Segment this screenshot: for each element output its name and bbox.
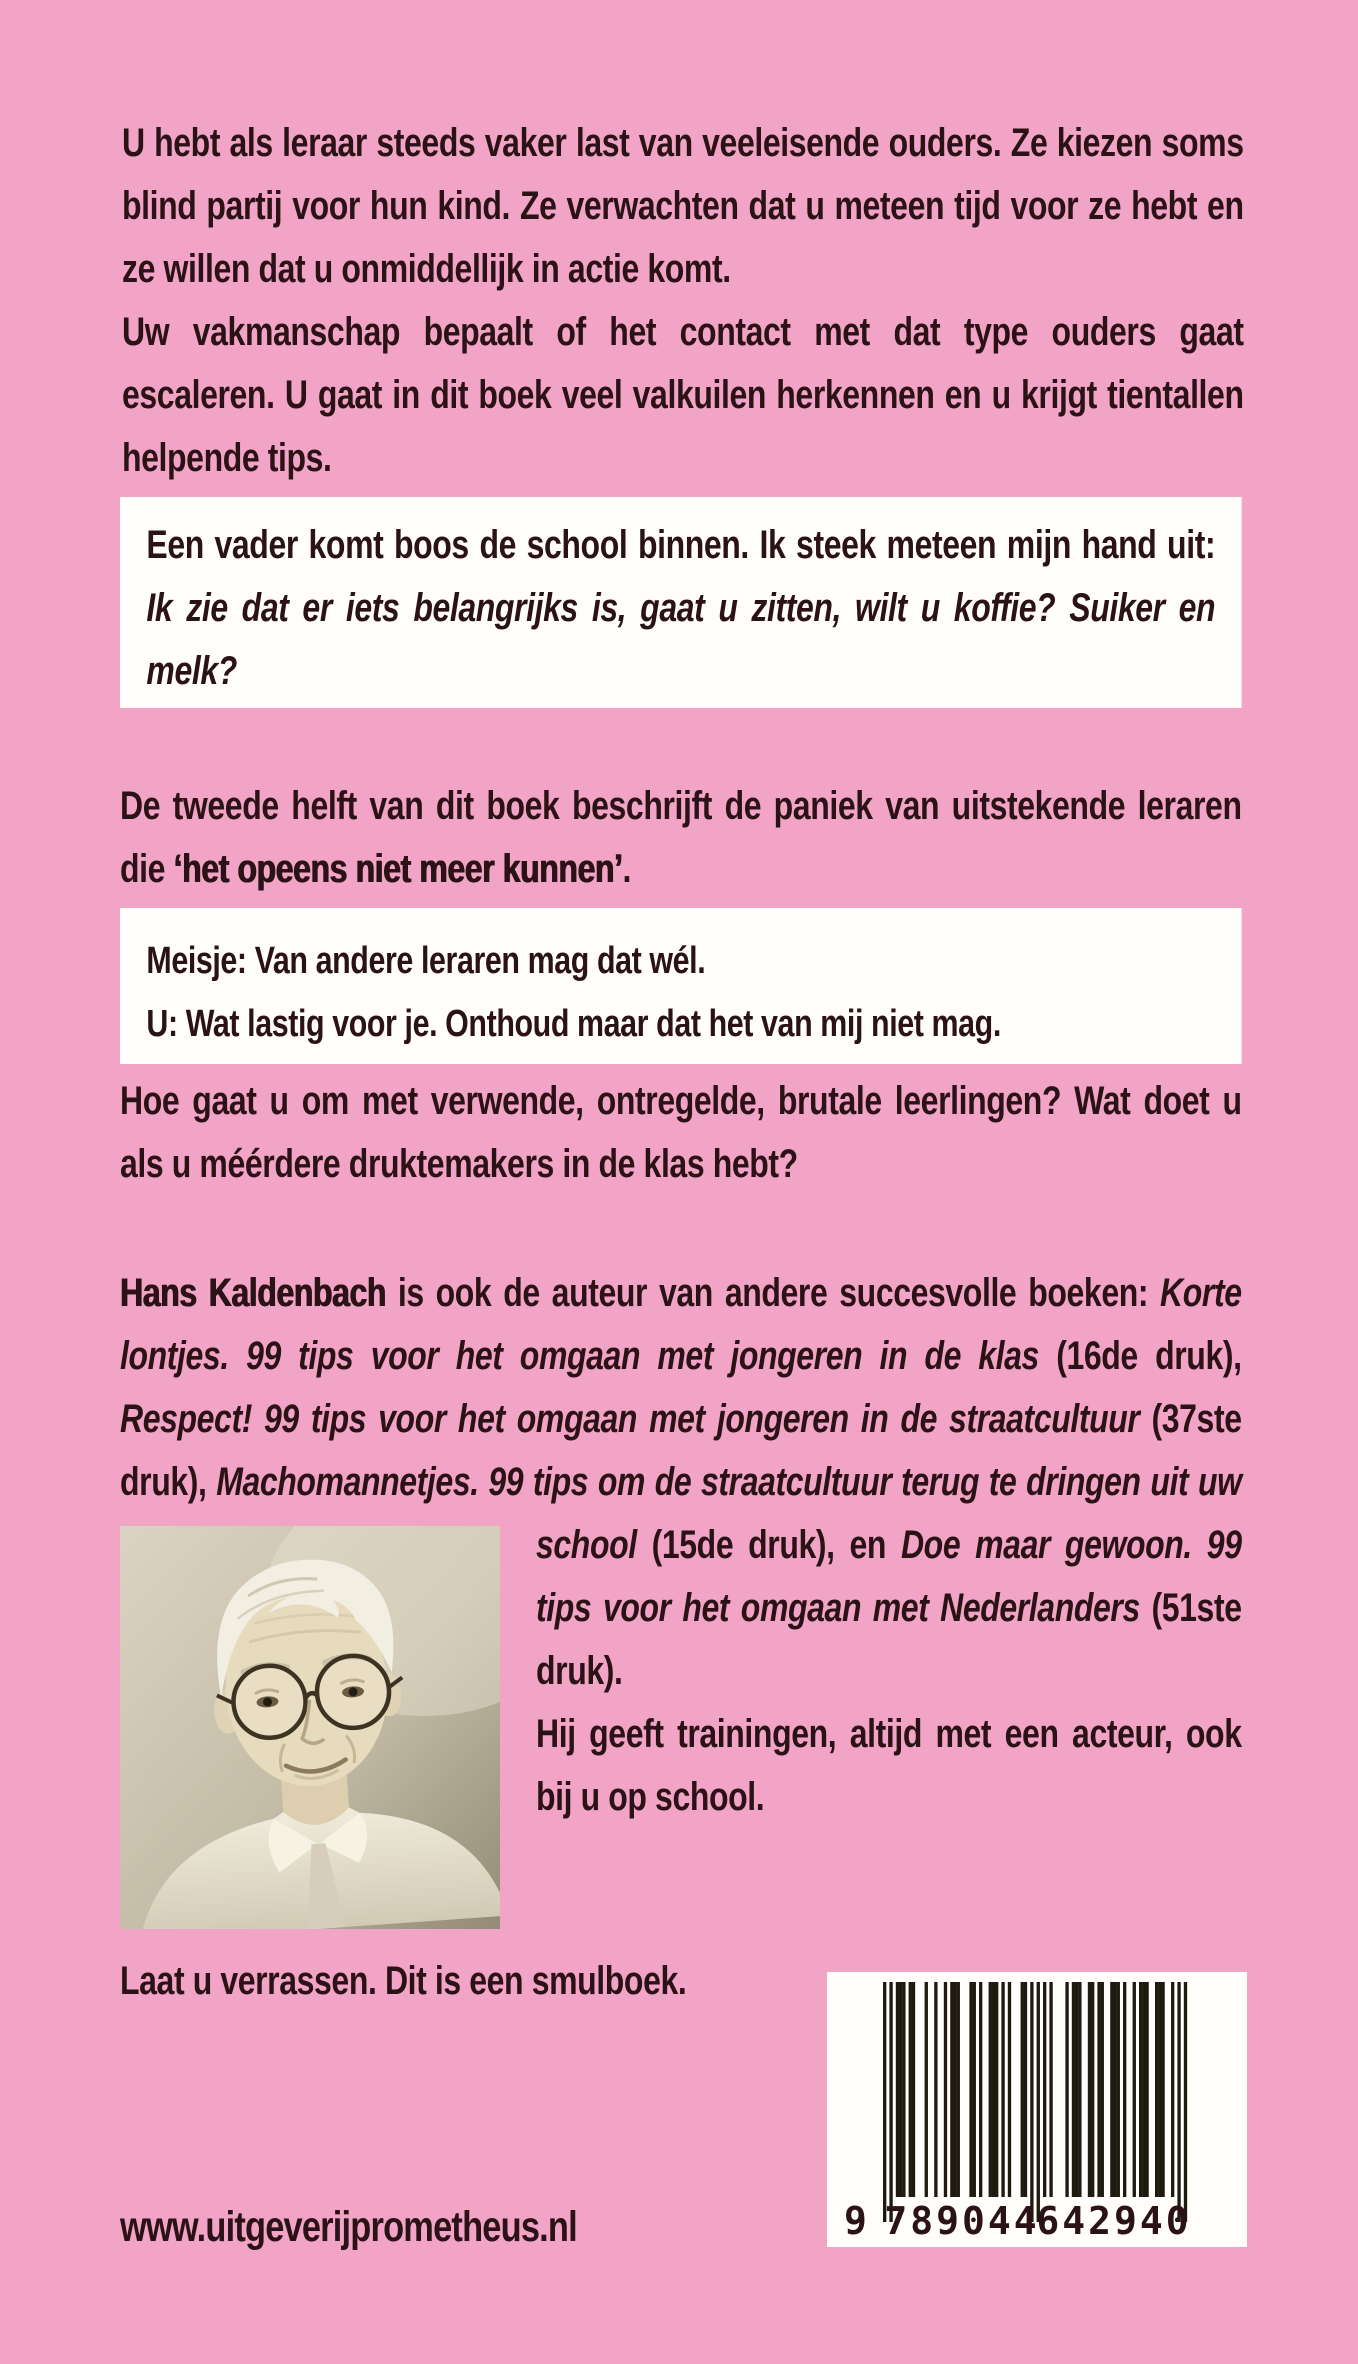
author-portrait-image <box>120 1526 500 1929</box>
questions-paragraph-wrap <box>120 1070 1242 1196</box>
panic-paragraph-wrap <box>120 775 1242 901</box>
closing-line: Laat u verrassen. Dit is een smulboek. <box>120 1959 687 2003</box>
anecdote-text: Een vader komt boos de school binnen. Ik steek meteen mijn hand uit: Ik zie dat er iets belangrijks is, gaat u zitten, wilt u koffie? Suiker en melk? <box>146 523 1216 693</box>
barcode-digits-group1: 789044 <box>884 2199 1040 2243</box>
publisher-url: www.uitgeverijprometheus.nl <box>120 2203 577 2251</box>
author-trainings-paragraph: Hij geeft trainingen, altijd met een acteur, ook bij u op school. <box>536 1712 1242 1819</box>
author-photo <box>120 1526 500 1929</box>
intro-paragraph-1: U hebt als leraar steeds vaker last van veeleisende ouders. Ze kiezen soms blind partij voor hun kind. Ze verwachten dat u meteen tijd voor ze hebt en ze willen dat u onmiddellijk in actie komt. <box>122 121 1244 291</box>
intro-paragraph-2: Uw vakmanschap bepaalt of het contact met dat type ouders gaat escaleren. U gaat in dit boek veel valkuilen herkennen en u krijgt tientallen helpende tips. <box>122 310 1244 480</box>
barcode-digit-left: 9 <box>844 2199 870 2243</box>
dialogue-line-girl: Meisje: Van andere leraren mag dat wél. <box>146 940 706 982</box>
quote-box-anecdote <box>120 497 1242 708</box>
intro-paragraphs <box>122 112 1244 490</box>
author-books-paragraph: Hans Kaldenbach is ook de auteur van andere succesvolle boeken: Korte lontjes. 99 tips voor het omgaan met jongeren in de klas (16de druk), Respect! 99 tips voor het omgaan met jongeren in de straatcultuur (37ste druk), Machomannetjes. 99 tips om de straatcultuur terug te dringen uit uw school (15de druk), en Doe maar gewoon. 99 tips voor het omgaan met Nederlanders (51ste druk). <box>120 1271 1242 1693</box>
barcode-digits-group2: 642940 <box>1036 2199 1192 2243</box>
quote-box-dialogue <box>120 908 1242 1064</box>
dialogue-line-teacher: U: Wat lastig voor je. Onthoud maar dat het van mij niet mag. <box>146 1003 1001 1045</box>
panic-paragraph: De tweede helft van dit boek beschrijft de paniek van uitstekende leraren die ‘het opeens niet meer kunnen’. <box>120 784 1242 891</box>
barcode-bars <box>883 1982 1187 2222</box>
author-block <box>120 1262 1242 1939</box>
questions-paragraph: Hoe gaat u om met verwende, ontregelde, brutale leerlingen? Wat doet u als u méérdere druktemakers in de klas hebt? <box>120 1079 1242 1186</box>
publisher-url-wrap <box>120 2196 1242 2259</box>
